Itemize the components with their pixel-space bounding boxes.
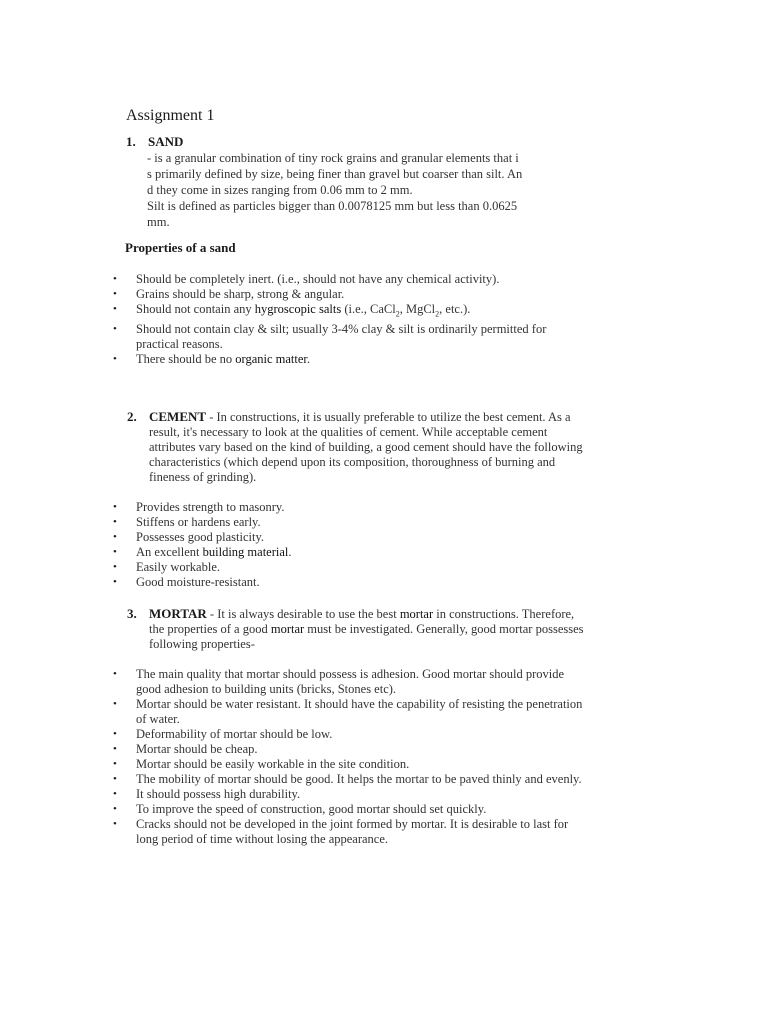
cement-line: fineness of grinding).: [149, 470, 257, 484]
sand-line: s primarily defined by size, being finer than gravel but coarser than silt. An: [147, 167, 523, 181]
sand-heading: [126, 134, 183, 150]
list-item: • To improve the speed of construction, good mortar should set quickly.: [113, 802, 487, 816]
list-item: • Should be completely inert. (i.e., should not have any chemical activity).: [113, 272, 500, 286]
bullet-icon: •: [113, 773, 117, 785]
sand-definition: [147, 150, 617, 230]
mortar-properties-list: [112, 667, 692, 847]
bullet-icon: •: [113, 743, 117, 755]
list-item: • There should be no organic matter.: [113, 351, 311, 366]
cement-line: result, it's necessary to look at the qualities of cement. While acceptable cement: [149, 425, 548, 439]
sand-properties-list: [112, 272, 692, 367]
bullet-icon: •: [113, 288, 117, 300]
list-item: • Provides strength to masonry.: [113, 500, 285, 514]
assignment-title: Assignment 1: [126, 107, 215, 124]
organic-matter-link: organic matter: [235, 351, 307, 366]
list-item: • Mortar should be water resistant. It should have the capability of resisting the penetration of water.: [113, 697, 583, 726]
bullet-icon: •: [113, 788, 117, 800]
mortar-title: MORTAR: [149, 606, 207, 621]
mortar-paragraph: 3. MORTAR - It is always desirable to use the best mortar in constructions. Therefore, the properties of a good mortar must be investigated. Generally, good mortar possesses following properties-: [149, 606, 689, 652]
bullet-icon: •: [113, 803, 117, 815]
list-item: • The mobility of mortar should be good. It helps the mortar to be paved thinly and evenly.: [113, 772, 582, 786]
bullet-icon: •: [113, 322, 117, 335]
list-item: • Possesses good plasticity.: [113, 530, 265, 544]
list-item: • It should possess high durability.: [113, 787, 301, 801]
list-item: • Should not contain clay & silt; usually 3-4% clay & silt is ordinarily permitted for practical reasons.: [113, 321, 547, 351]
cement-line: characteristics (which depend upon its composition, thoroughness of burning and: [149, 455, 556, 469]
bullet-icon: •: [113, 531, 117, 543]
mortar-link: mortar: [270, 622, 305, 636]
list-item: • Grains should be sharp, strong & angular.: [113, 287, 345, 301]
bullet-icon: •: [113, 728, 117, 740]
list-item: • Mortar should be cheap.: [113, 742, 258, 756]
bullet-icon: •: [113, 516, 117, 528]
list-item: • Easily workable.: [113, 560, 221, 574]
list-item: • The main quality that mortar should possess is adhesion. Good mortar should provide good adhesion to building units (bricks, Stones etc).: [113, 667, 565, 696]
sand-line: Silt is defined as particles bigger than 0.0078125 mm but less than 0.0625: [147, 199, 518, 213]
cement-properties-list: [112, 500, 692, 590]
bullet-icon: •: [113, 352, 117, 365]
cement-number: 2.: [127, 409, 137, 424]
list-item: • Good moisture-resistant.: [113, 575, 260, 589]
mortar-link: mortar: [399, 607, 434, 621]
mortar-number: 3.: [127, 606, 137, 621]
hygroscopic-salts-link: hygroscopic salts: [254, 302, 342, 316]
bullet-icon: •: [113, 501, 117, 513]
bullet-icon: •: [113, 668, 117, 680]
bullet-icon: •: [113, 758, 117, 770]
cement-line: attributes vary based on the kind of building, a good cement should have the following: [149, 440, 583, 454]
bullet-icon: •: [113, 546, 117, 558]
bullet-icon: •: [113, 576, 117, 588]
building-material-link: building material: [202, 545, 289, 559]
cement-paragraph: 2. CEMENT - In constructions, it is usually preferable to utilize the best cement. As a result, it's necessary to look at the qualities of cement. While acceptable cement attributes vary based on the kind of building, a good cement should have the following characteristics (which depend upon its composition, thoroughness of burning and fineness of grinding).: [149, 409, 669, 485]
list-item: • Deformability of mortar should be low.: [113, 727, 333, 741]
list-item: • Stiffens or hardens early.: [113, 515, 261, 529]
list-item: • Mortar should be easily workable in the site condition.: [113, 757, 410, 771]
bullet-icon: •: [113, 303, 117, 315]
sand-line: d they come in sizes ranging from 0.06 mm to 2 mm.: [147, 183, 413, 197]
sand-properties-heading: Properties of a sand: [125, 240, 236, 255]
bullet-icon: •: [113, 273, 117, 285]
list-item: • Cracks should not be developed in the joint formed by mortar. It is desirable to last for long period of time without losing the appearance.: [113, 817, 569, 846]
list-item: • An excellent building material.: [113, 545, 292, 559]
bullet-icon: •: [113, 818, 117, 830]
sand-number: 1.: [126, 134, 136, 149]
bullet-icon: •: [113, 561, 117, 573]
mortar-line: following properties-: [149, 637, 255, 651]
list-item: • Should not contain any hygroscopic salts (i.e., CaCl$_2$, MgCl$_2$, etc.).: [113, 302, 471, 319]
sand-title: SAND: [148, 134, 184, 149]
sand-line: mm.: [147, 215, 170, 229]
sand-line: - is a granular combination of tiny rock grains and granular elements that i: [147, 151, 519, 165]
bullet-icon: •: [113, 698, 117, 710]
cement-title: CEMENT: [149, 409, 207, 424]
